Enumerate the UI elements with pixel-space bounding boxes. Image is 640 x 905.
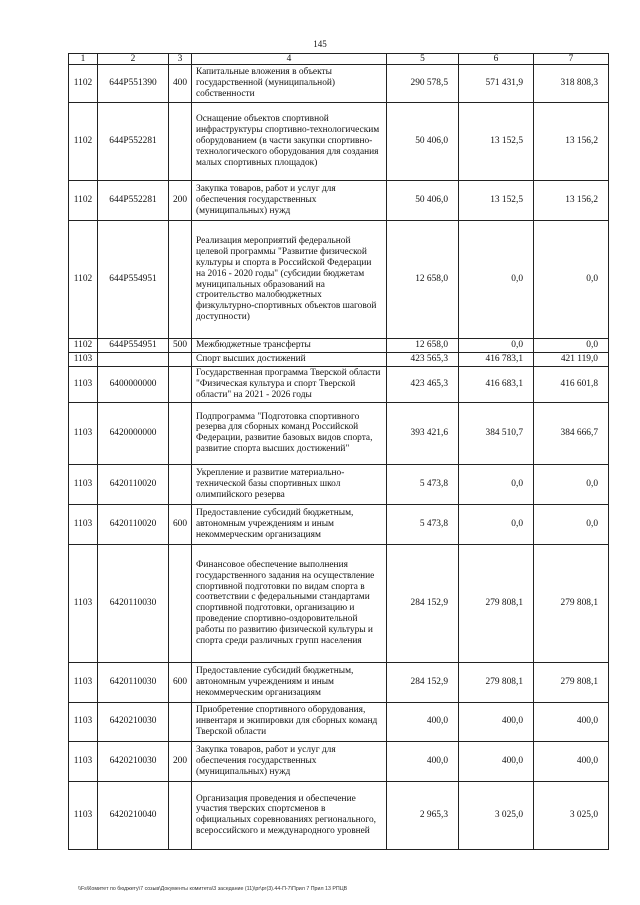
amount-col7: 400,0 [534,741,609,781]
item-description: Оснащение объектов спортивной инфраструктуры спортивно-технологическим оборудованием (в части закупки спортивно-технологического оборудования для создания малых спортивных площадок) [192,103,387,181]
file-path-footer: \\Fs\Комитет по бюджету\7 созыв\Документы комитета\3 заседание (11)\pr\рг(3).44-П-7\Прил 7 Прил 13 РПЦВ [78,886,348,892]
amount-col6: 400,0 [459,741,534,781]
amount-col6: 0,0 [459,221,534,339]
target-code: 644P552281 [98,103,169,181]
target-code: 6420110020 [98,504,169,544]
amount-col5: 393 421,6 [387,402,459,464]
amount-col6: 3 025,0 [459,781,534,849]
item-description: Реализация мероприятий федеральной целевой программы "Развитие физической культуры и спорта в Российской Федерации на 2016 - 2020 годы" (субсидии бюджетам муниципальных образований на строительство малобюджетных физкультурно-спортивных объектов шаговой доступности) [192,221,387,339]
section-code: 1103 [69,781,98,849]
table-header-row [69,54,609,65]
amount-col5: 50 406,0 [387,103,459,181]
expense-type-code [169,702,192,741]
table-row [69,702,609,741]
expense-type-code [169,781,192,849]
item-description: Укрепление и развитие материально-технической базы спортивных школ олимпийского резерва [192,464,387,504]
section-code: 1103 [69,662,98,702]
header-cell: 2 [98,54,169,65]
table-row [69,741,609,781]
amount-col7: 0,0 [534,464,609,504]
section-code: 1103 [69,741,98,781]
amount-col7: 0,0 [534,339,609,353]
item-description: Предоставление субсидий бюджетным, автономным учреждениям и иным некоммерческим организациям [192,504,387,544]
page-number: 145 [313,39,327,49]
expense-type-code [169,221,192,339]
target-code: 6420210040 [98,781,169,849]
target-code: 6420000000 [98,402,169,464]
amount-col6: 384 510,7 [459,402,534,464]
expense-type-code: 200 [169,181,192,221]
section-code: 1103 [69,464,98,504]
amount-col7: 400,0 [534,702,609,741]
amount-col5: 290 578,5 [387,65,459,103]
amount-col5: 423 465,3 [387,366,459,402]
header-cell: 4 [192,54,387,65]
amount-col7: 0,0 [534,504,609,544]
amount-col7: 416 601,8 [534,366,609,402]
expense-type-code [169,352,192,366]
expense-type-code: 500 [169,339,192,353]
item-description: Капитальные вложения в объекты государственной (муниципальной) собственности [192,65,387,103]
item-description: Предоставление субсидий бюджетным, автономным учреждениям и иным некоммерческим организациям [192,662,387,702]
expense-type-code [169,402,192,464]
expense-type-code [169,464,192,504]
amount-col6: 0,0 [459,464,534,504]
expense-type-code [169,544,192,662]
amount-col6: 400,0 [459,702,534,741]
amount-col5: 12 658,0 [387,221,459,339]
amount-col5: 50 406,0 [387,181,459,221]
amount-col6: 0,0 [459,339,534,353]
target-code: 644P552281 [98,181,169,221]
item-description: Финансовое обеспечение выполнения государственного задания на осуществление спортивной подготовки по видам спорта в соответствии с федеральными стандартами спортивной подготовки, организацию и проведение спортивно-оздоровительной работы по развитию физической культуры и спорта среди различных групп населения [192,544,387,662]
item-description: Закупка товаров, работ и услуг для обеспечения государственных (муниципальных) нужд [192,181,387,221]
section-code: 1103 [69,352,98,366]
section-code: 1103 [69,366,98,402]
expense-type-code: 200 [169,741,192,781]
amount-col7: 13 156,2 [534,103,609,181]
expense-type-code: 400 [169,65,192,103]
expense-type-code: 600 [169,662,192,702]
expense-type-code: 600 [169,504,192,544]
header-cell: 7 [534,54,609,65]
amount-col6: 279 808,1 [459,662,534,702]
amount-col6: 416 683,1 [459,366,534,402]
amount-col7: 3 025,0 [534,781,609,849]
amount-col7: 0,0 [534,221,609,339]
table-row [69,366,609,402]
amount-col5: 423 565,3 [387,352,459,366]
target-code: 6420110030 [98,662,169,702]
section-code: 1103 [69,544,98,662]
budget-table [68,53,609,850]
amount-col5: 2 965,3 [387,781,459,849]
table-row [69,339,609,353]
item-description: Спорт высших достижений [192,352,387,366]
table-row [69,504,609,544]
amount-col7: 384 666,7 [534,402,609,464]
item-description: Подпрограмма "Подготовка спортивного резерва для сборных команд Российской Федерации, развитие базовых видов спорта, развитие спорта высших достижений" [192,402,387,464]
table-row [69,662,609,702]
table-row [69,781,609,849]
table-row [69,221,609,339]
table-row [69,544,609,662]
target-code: 6420210030 [98,741,169,781]
amount-col7: 318 808,3 [534,65,609,103]
amount-col6: 13 152,5 [459,181,534,221]
target-code [98,352,169,366]
amount-col7: 279 808,1 [534,544,609,662]
amount-col5: 12 658,0 [387,339,459,353]
table-row [69,402,609,464]
target-code: 644P551390 [98,65,169,103]
amount-col5: 284 152,9 [387,544,459,662]
amount-col6: 571 431,9 [459,65,534,103]
section-code: 1102 [69,103,98,181]
target-code: 644P554951 [98,339,169,353]
item-description: Приобретение спортивного оборудования, инвентаря и экипировки для сборных команд Тверской области [192,702,387,741]
section-code: 1103 [69,702,98,741]
expense-type-code [169,103,192,181]
amount-col7: 421 119,0 [534,352,609,366]
amount-col6: 416 783,1 [459,352,534,366]
amount-col6: 13 152,5 [459,103,534,181]
item-description: Закупка товаров, работ и услуг для обеспечения государственных (муниципальных) нужд [192,741,387,781]
amount-col5: 5 473,8 [387,504,459,544]
section-code: 1102 [69,339,98,353]
target-code: 6420210030 [98,702,169,741]
amount-col5: 400,0 [387,702,459,741]
table-row [69,103,609,181]
section-code: 1102 [69,221,98,339]
item-description: Организация проведения и обеспечение участия тверских спортсменов в официальных соревнованиях регионального, всероссийского и международного уровней [192,781,387,849]
target-code: 6420110020 [98,464,169,504]
item-description: Государственная программа Тверской области "Физическая культура и спорт Тверской области" на 2021 - 2026 годы [192,366,387,402]
section-code: 1103 [69,402,98,464]
target-code: 6400000000 [98,366,169,402]
table-row [69,65,609,103]
amount-col5: 284 152,9 [387,662,459,702]
amount-col7: 13 156,2 [534,181,609,221]
table-row [69,181,609,221]
section-code: 1102 [69,181,98,221]
header-cell: 3 [169,54,192,65]
section-code: 1103 [69,504,98,544]
amount-col5: 5 473,8 [387,464,459,504]
target-code: 6420110030 [98,544,169,662]
amount-col6: 0,0 [459,504,534,544]
section-code: 1102 [69,65,98,103]
table-row [69,352,609,366]
amount-col6: 279 808,1 [459,544,534,662]
header-cell: 1 [69,54,98,65]
item-description: Межбюджетные трансферты [192,339,387,353]
expense-type-code [169,366,192,402]
amount-col7: 279 808,1 [534,662,609,702]
header-cell: 5 [387,54,459,65]
header-cell: 6 [459,54,534,65]
table-row [69,464,609,504]
target-code: 644P554951 [98,221,169,339]
amount-col5: 400,0 [387,741,459,781]
